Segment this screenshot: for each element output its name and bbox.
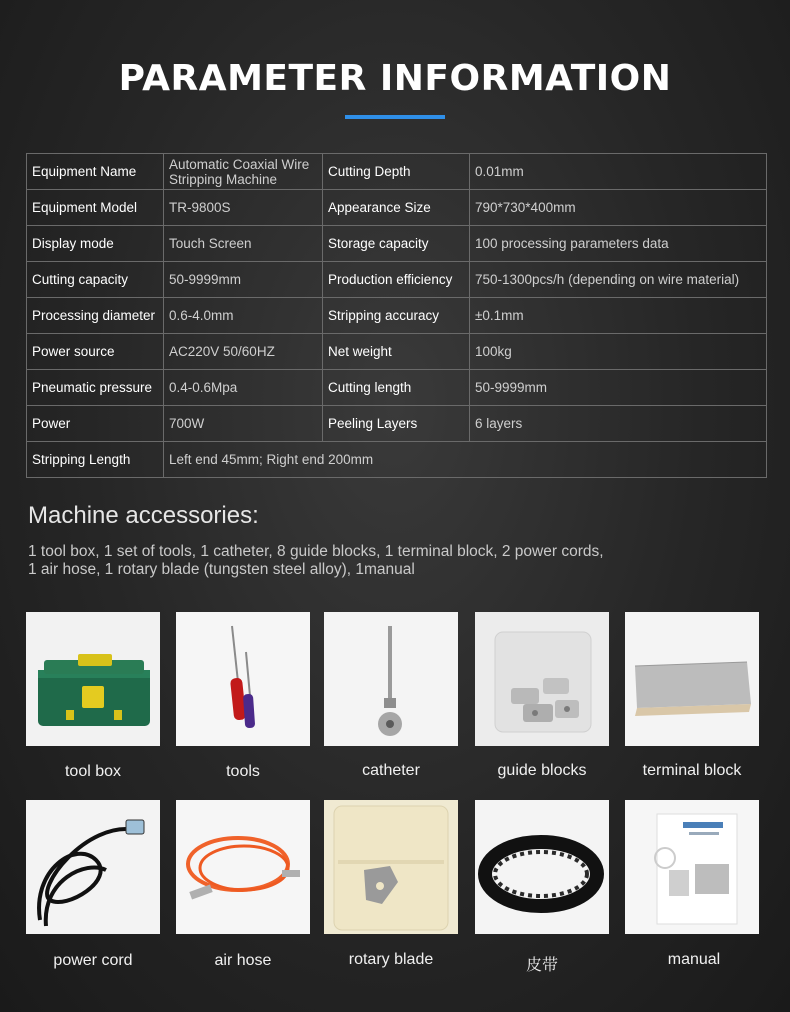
toolbox-icon (26, 612, 160, 746)
accessory-image-manual (625, 800, 759, 934)
accessory-label: manual (667, 951, 721, 968)
param-value: 100kg (470, 334, 767, 370)
accessory-label: power cord (53, 952, 133, 969)
param-value: ±0.1mm (470, 298, 767, 334)
accessory-image-toolbox (26, 612, 160, 746)
accessory-label: terminal block (642, 762, 742, 779)
accessory-label: tool box (64, 763, 122, 780)
screwdrivers-icon (176, 612, 310, 746)
param-value: AC220V 50/60HZ (164, 334, 323, 370)
accessories-desc-line: 1 tool box, 1 set of tools, 1 catheter, 8 guide blocks, 1 terminal block, 2 power cords, (28, 543, 604, 560)
param-key: Stripping Length (27, 442, 164, 478)
param-key: Equipment Model (27, 190, 164, 226)
param-value: 6 layers (470, 406, 767, 442)
table-row (27, 226, 767, 262)
param-value: 0.6-4.0mm (164, 298, 323, 334)
param-value: 750-1300pcs/h (depending on wire material) (470, 262, 767, 298)
accessory-image-power-cord (26, 800, 160, 934)
param-key: Cutting length (323, 370, 470, 406)
accessory-image-air-hose (176, 800, 310, 934)
param-key: Production efficiency (323, 262, 470, 298)
accessories-desc-line: 1 air hose, 1 rotary blade (tungsten steel alloy), 1manual (28, 561, 415, 578)
manual-icon (625, 800, 759, 934)
accessory-image-tools (176, 612, 310, 746)
belt-icon (475, 800, 609, 934)
param-value: Touch Screen (164, 226, 323, 262)
table-row (27, 262, 767, 298)
accessory-image-terminal-block (625, 612, 759, 746)
accessory-image-guide-blocks (475, 612, 609, 746)
table-row (27, 154, 767, 190)
accessory-label: catheter (362, 762, 420, 779)
air-hose-icon (176, 800, 310, 934)
accessories-description (28, 543, 768, 579)
accessory-image-belt (475, 800, 609, 934)
param-value: 790*730*400mm (470, 190, 767, 226)
param-key: Peeling Layers (323, 406, 470, 442)
table-row (27, 190, 767, 226)
table-row (27, 370, 767, 406)
parameter-table (26, 153, 767, 478)
guide-blocks-icon (475, 612, 609, 746)
param-value: 0.01mm (470, 154, 767, 190)
table-row (27, 406, 767, 442)
param-key: Cutting Depth (323, 154, 470, 190)
param-key: Cutting capacity (27, 262, 164, 298)
power-cord-icon (26, 800, 160, 934)
rotary-blade-icon (324, 800, 458, 934)
param-value: 0.4-0.6Mpa (164, 370, 323, 406)
accessory-label: rotary blade (348, 951, 434, 968)
table-row (27, 298, 767, 334)
accessory-label: 皮带 (525, 955, 558, 974)
param-key: Appearance Size (323, 190, 470, 226)
accessories-title: Machine accessories: (28, 502, 259, 529)
table-row (27, 442, 767, 478)
title-underline (345, 115, 445, 119)
param-value: Left end 45mm; Right end 200mm (164, 442, 767, 478)
param-key: Power (27, 406, 164, 442)
param-value: 100 processing parameters data (470, 226, 767, 262)
param-key: Net weight (323, 334, 470, 370)
param-value: Automatic Coaxial Wire Stripping Machine (164, 154, 323, 190)
page-title: PARAMETER INFORMATION (118, 58, 672, 99)
param-key: Pneumatic pressure (27, 370, 164, 406)
accessory-label: tools (226, 763, 260, 780)
param-key: Equipment Name (27, 154, 164, 190)
param-value: TR-9800S (164, 190, 323, 226)
param-key: Display mode (27, 226, 164, 262)
table-row (27, 334, 767, 370)
catheter-icon (324, 612, 458, 746)
param-key: Stripping accuracy (323, 298, 470, 334)
accessory-image-catheter (324, 612, 458, 746)
param-key: Storage capacity (323, 226, 470, 262)
param-key: Processing diameter (27, 298, 164, 334)
param-value: 50-9999mm (164, 262, 323, 298)
accessory-label: guide blocks (497, 762, 587, 779)
param-key: Power source (27, 334, 164, 370)
param-value: 700W (164, 406, 323, 442)
param-value: 50-9999mm (470, 370, 767, 406)
accessory-label: air hose (214, 952, 272, 969)
accessory-image-rotary-blade (324, 800, 458, 934)
terminal-block-icon (625, 612, 759, 746)
